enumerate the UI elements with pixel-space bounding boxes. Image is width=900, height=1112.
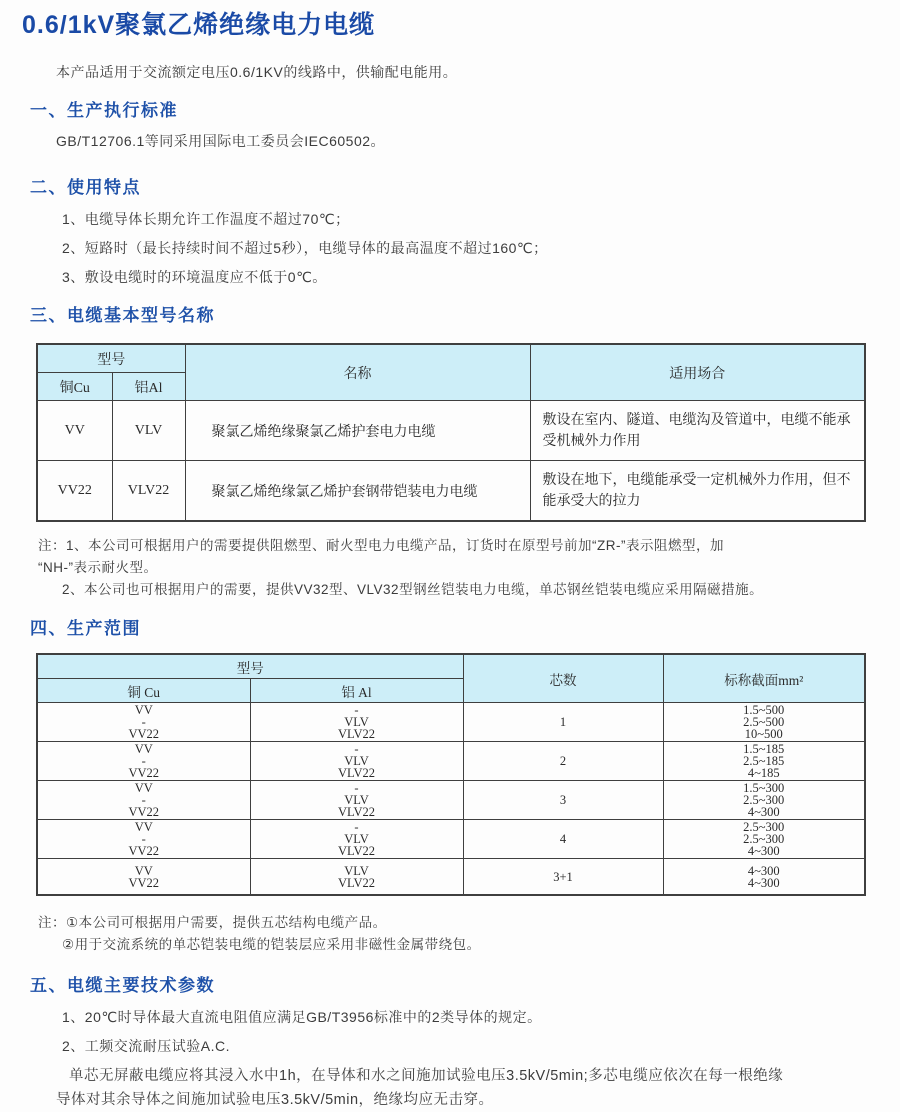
table-row bbox=[37, 703, 865, 742]
model-table-header-row bbox=[37, 344, 865, 373]
production-note-line-2: ②用于交流系统的单芯铠装电缆的铠装层应采用非磁性金属带绕包。 bbox=[62, 937, 481, 952]
nominal-section-cell bbox=[663, 781, 865, 820]
copper-model-cell bbox=[37, 703, 250, 742]
cell-line: 4~300 bbox=[747, 844, 780, 858]
production-note-line-1: 注：①本公司可根据用户需要，提供五芯结构电缆产品。 bbox=[38, 915, 387, 930]
model-note-line-3: 2、本公司也可根据用户的需要，提供VV32型、VLV32型钢丝铠装电力电缆，单芯钢丝铠装电缆应采用隔磁措施。 bbox=[62, 582, 764, 597]
cell-line: - bbox=[141, 793, 146, 807]
cell-line: 2.5~300 bbox=[743, 832, 785, 846]
nominal-section-cell bbox=[663, 703, 865, 742]
core-count-cell bbox=[463, 703, 663, 742]
feature-item-2: 2、短路时（最长持续时间不超过5秒），电缆导体的最高温度不超过160℃； bbox=[62, 240, 548, 256]
nominal-section-cell bbox=[663, 859, 865, 896]
copper-model-cell bbox=[37, 781, 250, 820]
cell-line: VV22 bbox=[128, 727, 160, 741]
cell-line: - bbox=[141, 715, 146, 729]
cell-line: VLV22 bbox=[337, 805, 376, 819]
production-range-table bbox=[36, 653, 866, 896]
cell-line: 4~300 bbox=[747, 875, 780, 890]
cell-line: VLV bbox=[134, 422, 163, 438]
cell-line: 4~185 bbox=[747, 766, 780, 780]
aluminum-model-cell bbox=[250, 742, 463, 781]
tech-item-2: 2、工频交流耐压试验A.C. bbox=[62, 1038, 231, 1054]
table-row bbox=[37, 461, 865, 522]
cell-line: - bbox=[354, 742, 359, 756]
nominal-section-cell bbox=[663, 742, 865, 781]
cell-line: VLV22 bbox=[337, 727, 376, 741]
cell-line: VLV bbox=[344, 793, 369, 807]
cell-line: - bbox=[141, 754, 146, 768]
intro-paragraph: 本产品适用于交流额定电压0.6/1KV的线路中，供输配电能用。 bbox=[56, 64, 458, 80]
copper-model-cell bbox=[37, 859, 250, 896]
tech-paragraph-line-2: 导体对其余导体之间施加试验电压3.5kV/5min，绝缘均应无击穿。 bbox=[56, 1092, 494, 1108]
cell-line: VLV22 bbox=[337, 766, 376, 780]
table-row bbox=[37, 859, 865, 896]
name-header: 名称 bbox=[185, 344, 530, 401]
cell-line: 1 bbox=[559, 715, 567, 729]
table-row bbox=[37, 742, 865, 781]
copper-model-cell bbox=[37, 742, 250, 781]
cell-line: VLV bbox=[344, 863, 369, 878]
cell-line: 1.5~500 bbox=[743, 703, 785, 717]
cell-line: 敷设在地下，电缆能承受一定机械外力作用，但不能承受大的拉力 bbox=[542, 472, 851, 509]
table-row bbox=[37, 781, 865, 820]
cell-line: 1.5~300 bbox=[743, 781, 785, 795]
cell-line: VLV22 bbox=[127, 482, 170, 498]
cable-name-cell bbox=[185, 461, 530, 522]
cell-line: VV bbox=[134, 820, 153, 834]
cell-line: VV22 bbox=[57, 482, 92, 498]
core-count-cell bbox=[463, 781, 663, 820]
copper-model-cell bbox=[37, 461, 112, 522]
cell-line: VV22 bbox=[128, 875, 160, 890]
usage-cell bbox=[530, 401, 865, 461]
cell-line: - bbox=[354, 781, 359, 795]
model-note-line-2: “NH-”表示耐火型。 bbox=[38, 560, 158, 575]
standards-text: GB/T12706.1等同采用国际电工委员会IEC60502。 bbox=[56, 133, 386, 149]
cell-line: VV bbox=[134, 742, 153, 756]
cell-line: 聚氯乙烯绝缘聚氯乙烯护套电力电缆 bbox=[211, 424, 436, 440]
cell-line: - bbox=[354, 703, 359, 717]
cell-line: 2.5~185 bbox=[743, 754, 785, 768]
aluminum-model-cell bbox=[250, 859, 463, 896]
section-heading-model-names: 三、电缆基本型号名称 bbox=[30, 306, 215, 325]
cell-line: 4~300 bbox=[747, 863, 780, 878]
cell-line: VV22 bbox=[128, 805, 160, 819]
usage-cell bbox=[530, 461, 865, 522]
tech-item-1: 1、20℃时导体最大直流电阻值应满足GB/T3956标准中的2类导体的规定。 bbox=[62, 1009, 542, 1025]
core-count-cell bbox=[463, 820, 663, 859]
copper-header: 铜 Cu bbox=[37, 679, 250, 703]
cell-line: VV bbox=[64, 422, 85, 438]
model-note-line-1: 注：1、本公司可根据用户的需要提供阻燃型、耐火型电力电缆产品，订货时在原型号前加“ZR-”表示阻燃型，加 bbox=[38, 538, 724, 553]
cell-line: VV22 bbox=[128, 844, 160, 858]
cell-line: 2.5~500 bbox=[743, 715, 785, 729]
cell-line: 3 bbox=[559, 793, 567, 807]
section-heading-standards: 一、生产执行标准 bbox=[30, 101, 178, 120]
cell-line: VLV bbox=[344, 715, 369, 729]
nominal-section-cell bbox=[663, 820, 865, 859]
cell-line: 10~500 bbox=[744, 727, 783, 741]
section-heading-features: 二、使用特点 bbox=[30, 178, 141, 197]
section-heading-production-range: 四、生产范围 bbox=[30, 619, 141, 638]
cell-line: - bbox=[141, 832, 146, 846]
cell-line: 2.5~300 bbox=[743, 793, 785, 807]
model-group-header: 型号 bbox=[37, 654, 463, 679]
cell-line: VLV bbox=[344, 754, 369, 768]
table-row bbox=[37, 401, 865, 461]
tech-paragraph-line-1: 单芯无屏蔽电缆应将其浸入水中1h，在导体和水之间施加试验电压3.5kV/5min;多芯电缆应依次在每一根绝缘 bbox=[69, 1068, 784, 1084]
cell-line: - bbox=[354, 820, 359, 834]
page-title: 0.6/1kV聚氯乙烯绝缘电力电缆 bbox=[22, 11, 376, 39]
aluminum-header: 铝 Al bbox=[250, 679, 463, 703]
model-group-header: 型号 bbox=[37, 344, 185, 373]
aluminum-model-cell bbox=[250, 820, 463, 859]
cell-line: 4~300 bbox=[747, 805, 780, 819]
aluminum-model-cell bbox=[250, 703, 463, 742]
cell-line: 2 bbox=[559, 754, 567, 768]
cell-line: VV bbox=[134, 863, 153, 878]
cell-line: 3+1 bbox=[553, 869, 573, 884]
cell-line: VLV bbox=[344, 832, 369, 846]
production-table-header-row bbox=[37, 654, 865, 679]
core-count-header: 芯数 bbox=[463, 654, 663, 703]
cell-line: 2.5~300 bbox=[743, 820, 785, 834]
feature-item-3: 3、敷设电缆时的环境温度应不低于0℃。 bbox=[62, 269, 327, 285]
core-count-cell bbox=[463, 742, 663, 781]
usage-header: 适用场合 bbox=[530, 344, 865, 401]
aluminum-header: 铝Al bbox=[112, 373, 185, 401]
feature-item-1: 1、电缆导体长期允许工作温度不超过70℃； bbox=[62, 211, 350, 227]
copper-header: 铜Cu bbox=[37, 373, 112, 401]
cell-line: VLV22 bbox=[337, 875, 376, 890]
cell-line: 敷设在室内、隧道、电缆沟及管道中，电缆不能承受机械外力作用 bbox=[542, 412, 851, 449]
cell-line: VV bbox=[134, 781, 153, 795]
aluminum-model-cell bbox=[112, 401, 185, 461]
cell-line: VV22 bbox=[128, 766, 160, 780]
copper-model-cell bbox=[37, 401, 112, 461]
core-count-cell bbox=[463, 859, 663, 896]
cell-line: 聚氯乙烯绝缘氯乙烯护套钢带铠装电力电缆 bbox=[211, 484, 478, 500]
model-name-table bbox=[36, 343, 866, 522]
cell-line: VLV22 bbox=[337, 844, 376, 858]
nominal-section-header: 标称截面mm² bbox=[663, 654, 865, 703]
table-row bbox=[37, 820, 865, 859]
section-heading-tech-params: 五、电缆主要技术参数 bbox=[30, 976, 215, 995]
cell-line: VV bbox=[134, 703, 153, 717]
aluminum-model-cell bbox=[112, 461, 185, 522]
copper-model-cell bbox=[37, 820, 250, 859]
document-page bbox=[0, 10, 900, 1112]
cell-line: 4 bbox=[559, 832, 567, 846]
cell-line: 1.5~185 bbox=[743, 742, 785, 756]
aluminum-model-cell bbox=[250, 781, 463, 820]
cable-name-cell bbox=[185, 401, 530, 461]
